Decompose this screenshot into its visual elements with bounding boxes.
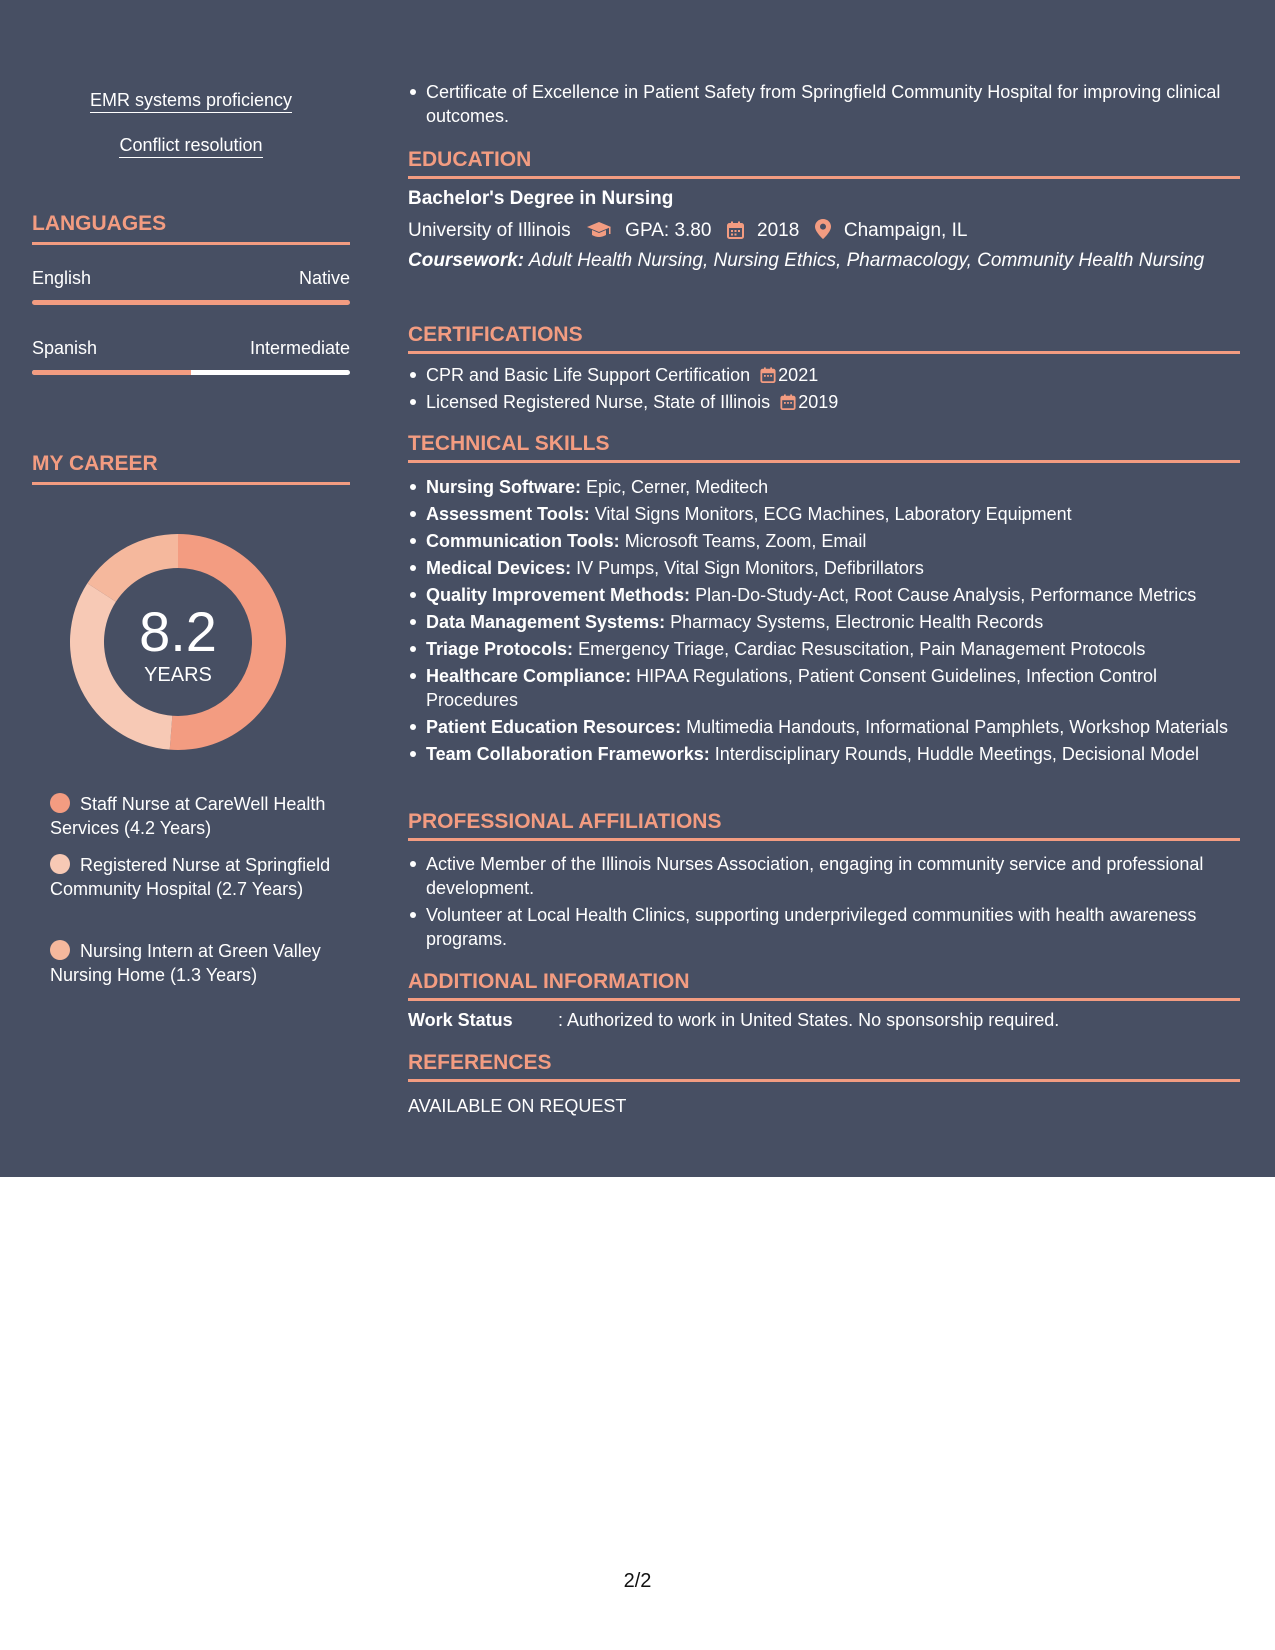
calendar-icon	[760, 365, 776, 381]
skill-label: Healthcare Compliance:	[426, 666, 632, 686]
career-legend-item	[50, 939, 340, 987]
calendar-icon	[727, 221, 744, 245]
gpa: GPA: 3.80	[625, 220, 712, 241]
certifications-heading: CERTIFICATIONS	[408, 323, 1240, 354]
career-donut-chart	[66, 530, 290, 754]
skill-value: Emergency Triage, Cardiac Resuscitation, Pain Management Protocols	[578, 639, 1146, 659]
affiliations-heading: PROFESSIONAL AFFILIATIONS	[408, 810, 1240, 841]
skill-item	[408, 715, 1240, 739]
skill-value: Plan-Do-Study-Act, Root Cause Analysis, Performance Metrics	[695, 585, 1197, 605]
skill-label: Team Collaboration Frameworks:	[426, 744, 710, 764]
career-total-unit: YEARS	[144, 664, 212, 686]
certification-year: 2021	[778, 365, 819, 385]
skill-item	[408, 742, 1240, 766]
skill-item	[408, 556, 1240, 580]
language-name: Spanish	[32, 338, 98, 358]
affiliations-list	[408, 852, 1240, 954]
language-name: English	[32, 268, 92, 288]
skill-label: Communication Tools:	[426, 531, 620, 551]
skill-label: Triage Protocols:	[426, 639, 574, 659]
language-level: Native	[298, 268, 350, 288]
page-number: 2/2	[623, 1570, 652, 1592]
skill-item	[408, 502, 1240, 526]
language-proficiency-bar	[32, 370, 350, 375]
language-row-english	[32, 268, 350, 308]
certification-item	[408, 363, 1240, 387]
additional-info-heading: ADDITIONAL INFORMATION	[408, 970, 1240, 1001]
donut-segment-2	[87, 534, 178, 602]
school-location: Champaign, IL	[843, 220, 968, 241]
language-proficiency-fill	[32, 370, 191, 375]
career-total-value: 8.2	[139, 600, 217, 663]
coursework	[408, 249, 1240, 273]
skill-item	[408, 475, 1240, 499]
technical-skills-heading: TECHNICAL SKILLS	[408, 432, 1240, 463]
skill-value: Microsoft Teams, Zoom, Email	[624, 531, 867, 551]
career-legend-item	[50, 853, 340, 901]
language-row-spanish	[32, 338, 350, 378]
coursework-label: Coursework:	[408, 250, 525, 271]
degree-title: Bachelor's Degree in Nursing	[408, 188, 674, 209]
list-item: Certificate of Excellence in Patient Safety from Springfield Community Hospital for improving clinical outcomes.	[408, 80, 1240, 128]
language-proficiency-bar	[32, 300, 350, 305]
list-item: Volunteer at Local Health Clinics, supporting underprivileged communities with health awareness programs.	[408, 903, 1240, 951]
skill-tag	[32, 133, 350, 157]
awards-list	[408, 80, 1240, 131]
education-meta	[408, 219, 967, 245]
certifications-list	[408, 363, 1240, 417]
legend-dot-icon	[50, 854, 70, 874]
skill-label: Patient Education Resources:	[426, 717, 682, 737]
skill-label: Quality Improvement Methods:	[426, 585, 691, 605]
skill-tag-label: EMR systems proficiency	[90, 90, 292, 113]
coursework-list: Adult Health Nursing, Nursing Ethics, Pharmacology, Community Health Nursing	[528, 250, 1205, 271]
skill-value: HIPAA Regulations, Patient Consent Guidelines, Infection Control Procedures	[426, 666, 1158, 710]
legend-dot-icon	[50, 793, 70, 813]
languages-heading: LANGUAGES	[32, 212, 350, 245]
graduation-cap-icon	[586, 221, 612, 245]
skill-label: Assessment Tools:	[426, 504, 590, 524]
career-legend-item	[50, 792, 340, 840]
graduation-year: 2018	[757, 220, 800, 241]
work-status-label: Work Status	[408, 1010, 513, 1030]
skill-value: IV Pumps, Vital Sign Monitors, Defibrillators	[576, 558, 924, 578]
technical-skills-list	[408, 475, 1240, 769]
skill-item	[408, 583, 1240, 607]
education-heading: EDUCATION	[408, 148, 1240, 179]
career-heading: MY CAREER	[32, 452, 350, 485]
list-item: Active Member of the Illinois Nurses Association, engaging in community service and professional development.	[408, 852, 1240, 900]
school-name: University of Illinois	[408, 220, 571, 241]
certification-name: CPR and Basic Life Support Certification	[426, 365, 751, 385]
skill-tag-label: Conflict resolution	[119, 135, 262, 158]
career-legend-label: Nursing Intern at Green Valley Nursing Home (1.3 Years)	[50, 941, 321, 985]
calendar-icon	[780, 392, 796, 408]
skill-item	[408, 610, 1240, 634]
skill-value: Interdisciplinary Rounds, Huddle Meetings, Decisional Model	[714, 744, 1199, 764]
skill-item	[408, 664, 1240, 712]
language-proficiency-fill	[32, 300, 350, 305]
certification-item	[408, 390, 1240, 414]
work-status-value: : Authorized to work in United States. No sponsorship required.	[558, 1010, 1060, 1030]
skill-item	[408, 529, 1240, 553]
skill-label: Medical Devices:	[426, 558, 572, 578]
career-legend-label: Registered Nurse at Springfield Community Hospital (2.7 Years)	[50, 855, 331, 899]
skill-value: Vital Signs Monitors, ECG Machines, Laboratory Equipment	[594, 504, 1072, 524]
language-level: Intermediate	[249, 338, 350, 358]
skill-value: Pharmacy Systems, Electronic Health Records	[670, 612, 1044, 632]
skill-value: Multimedia Handouts, Informational Pamphlets, Workshop Materials	[686, 717, 1228, 737]
work-status	[408, 1010, 1059, 1031]
career-legend-label: Staff Nurse at CareWell Health Services (4.2 Years)	[50, 794, 326, 838]
skill-item	[408, 637, 1240, 661]
skill-value: Epic, Cerner, Meditech	[586, 477, 769, 497]
certification-year: 2019	[798, 392, 839, 412]
skill-tag	[32, 88, 350, 112]
references-heading: REFERENCES	[408, 1051, 1240, 1082]
legend-dot-icon	[50, 940, 70, 960]
skill-label: Data Management Systems:	[426, 612, 666, 632]
references-text: AVAILABLE ON REQUEST	[408, 1096, 627, 1116]
skill-label: Nursing Software:	[426, 477, 582, 497]
certification-name: Licensed Registered Nurse, State of Illinois	[426, 392, 771, 412]
location-pin-icon	[815, 219, 831, 245]
